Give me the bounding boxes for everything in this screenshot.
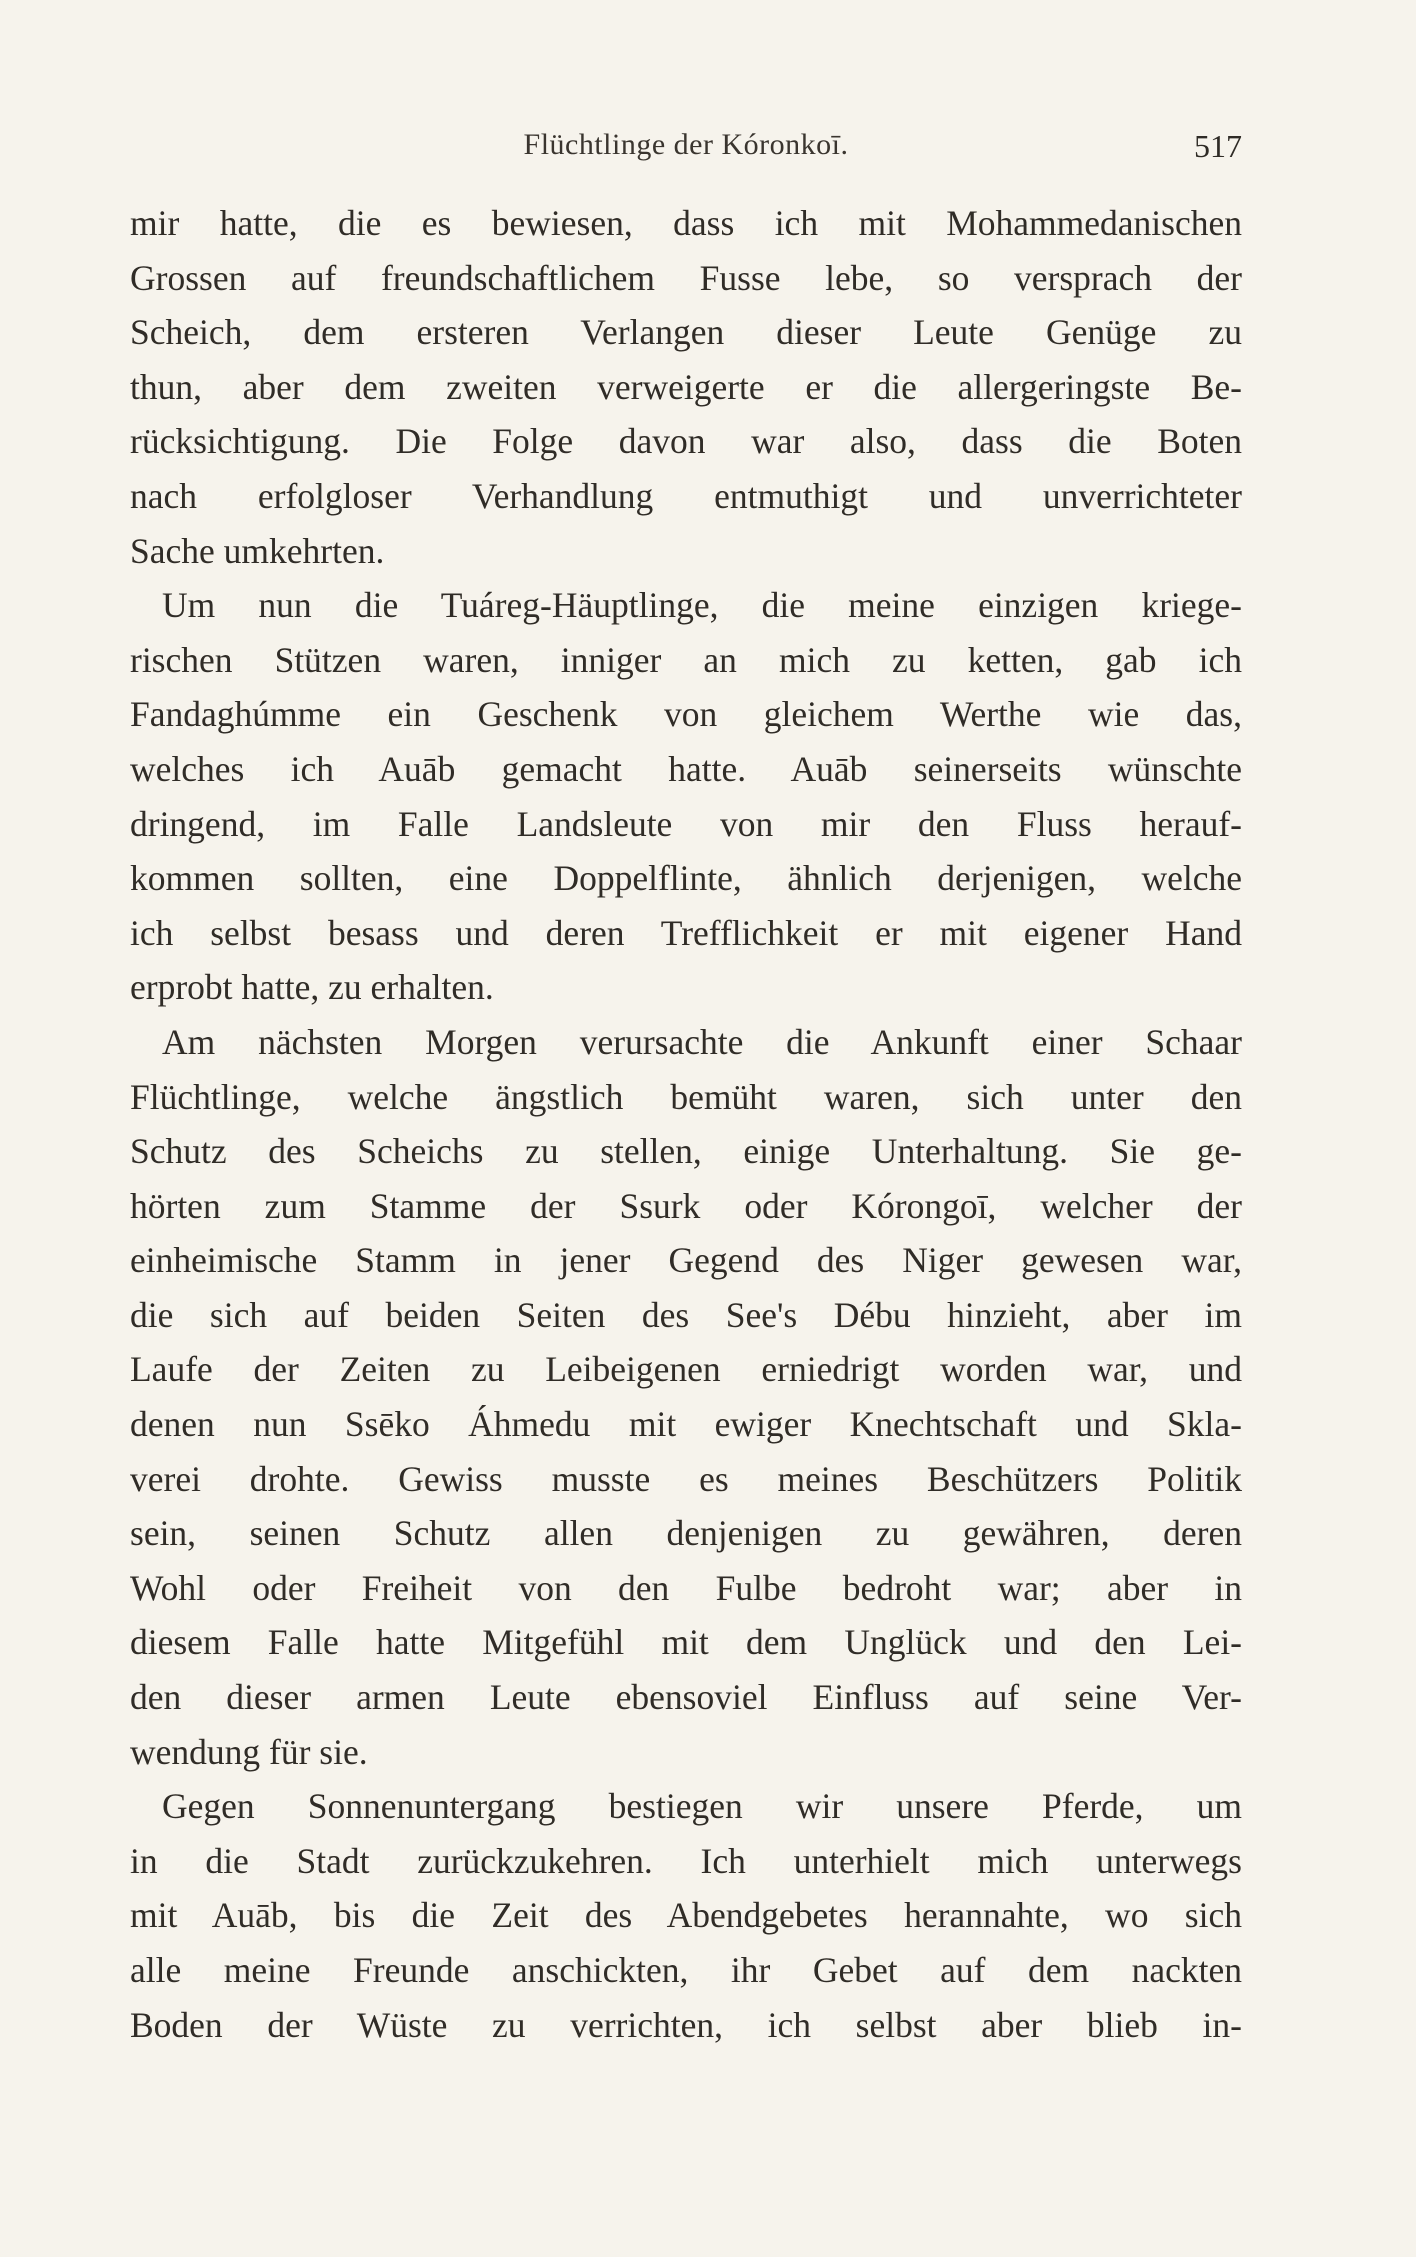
text-line: Grossen auf freundschaftlichem Fusse lebe, so versprach der xyxy=(130,257,1242,298)
text-line: Um nun die Tuáreg-Häuptlinge, die meine einzigen kriege- xyxy=(162,585,1242,626)
text-line: Am nächsten Morgen verursachte die Ankunft einer Schaar xyxy=(162,1021,1242,1062)
text-line: in die Stadt zurückzukehren. Ich unterhielt mich unterwegs xyxy=(130,1840,1242,1881)
text-line: verei drohte. Gewiss musste es meines Beschützers Politik xyxy=(130,1458,1242,1499)
text-line: die sich auf beiden Seiten des See's Débu hinzieht, aber im xyxy=(130,1294,1242,1335)
text-line: sein, seinen Schutz allen denjenigen zu gewähren, deren xyxy=(130,1513,1242,1554)
text-line: kommen sollten, eine Doppelflinte, ähnlich derjenigen, welche xyxy=(130,858,1242,899)
body-text xyxy=(130,196,1242,2052)
running-title: Flüchtlinge der Kóronkoī. xyxy=(523,128,849,161)
text-line: denen nun Ssēko Áhmedu mit ewiger Knechtschaft und Skla- xyxy=(130,1404,1242,1445)
text-line: Sache umkehrten. xyxy=(130,530,385,571)
text-line: Wohl oder Freiheit von den Fulbe bedroht war; aber in xyxy=(130,1567,1242,1608)
text-line: wendung für sie. xyxy=(130,1731,368,1772)
text-line: Fandaghúmme ein Geschenk von gleichem Werthe wie das, xyxy=(130,694,1242,735)
text-line: rücksichtigung. Die Folge davon war also, dass die Boten xyxy=(130,421,1242,462)
text-line: den dieser armen Leute ebensoviel Einfluss auf seine Ver- xyxy=(130,1677,1242,1718)
text-line: ich selbst besass und deren Trefflichkeit er mit eigener Hand xyxy=(130,912,1242,953)
text-line: Gegen Sonnenuntergang bestiegen wir unsere Pferde, um xyxy=(162,1786,1242,1827)
text-line: mit Auāb, bis die Zeit des Abendgebetes herannahte, wo sich xyxy=(130,1895,1242,1936)
text-line: hörten zum Stamme der Ssurk oder Kórongoī, welcher der xyxy=(130,1185,1242,1226)
text-line: rischen Stützen waren, inniger an mich zu ketten, gab ich xyxy=(130,639,1242,680)
text-line: diesem Falle hatte Mitgefühl mit dem Unglück und den Lei- xyxy=(130,1622,1242,1663)
text-line: erprobt hatte, zu erhalten. xyxy=(130,967,494,1008)
text-line: Laufe der Zeiten zu Leibeigenen erniedrigt worden war, und xyxy=(130,1349,1242,1390)
text-line: thun, aber dem zweiten verweigerte er die allergeringste Be- xyxy=(130,366,1242,407)
text-line: Flüchtlinge, welche ängstlich bemüht waren, sich unter den xyxy=(130,1076,1242,1117)
text-line: Scheich, dem ersteren Verlangen dieser Leute Genüge zu xyxy=(130,312,1242,353)
text-line: alle meine Freunde anschickten, ihr Gebet auf dem nackten xyxy=(130,1950,1242,1990)
page-number: 517 xyxy=(1194,128,1242,164)
running-head xyxy=(130,128,1242,168)
text-line: welches ich Auāb gemacht hatte. Auāb seinerseits wünschte xyxy=(130,748,1242,789)
text-line: dringend, im Falle Landsleute von mir den Fluss herauf- xyxy=(130,803,1242,844)
text-line: nach erfolgloser Verhandlung entmuthigt und unverrichteter xyxy=(130,475,1242,516)
text-line: einheimische Stamm in jener Gegend des Niger gewesen war, xyxy=(130,1240,1242,1281)
text-line: Boden der Wüste zu verrichten, ich selbst aber blieb in- xyxy=(130,2004,1242,2045)
text-line: Schutz des Scheichs zu stellen, einige Unterhaltung. Sie ge- xyxy=(130,1131,1242,1172)
text-line: mir hatte, die es bewiesen, dass ich mit Mohammedanischen xyxy=(130,203,1242,243)
